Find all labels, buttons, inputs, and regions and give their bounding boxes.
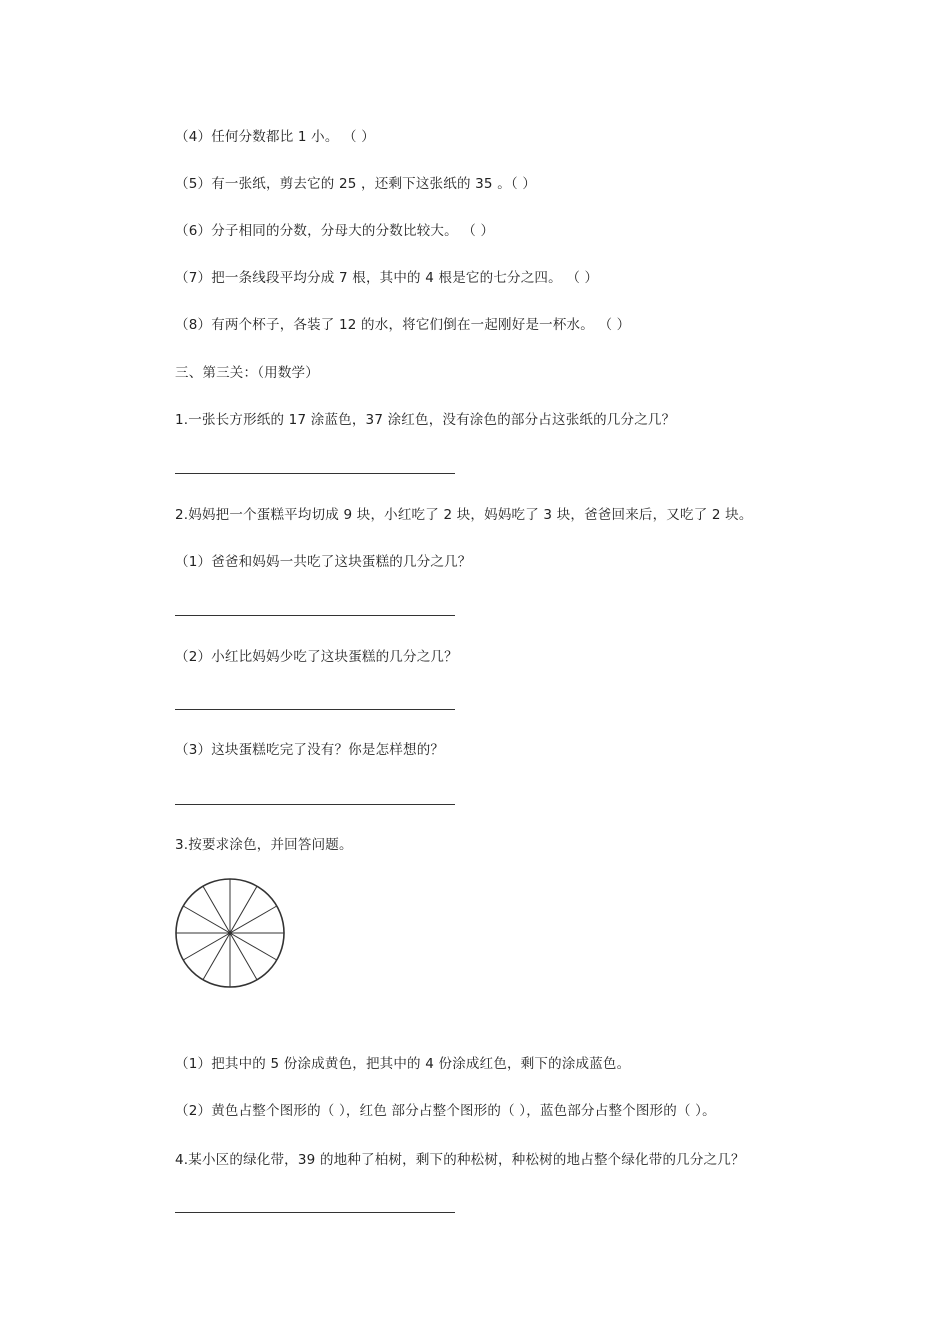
answer-line-q2-1 (175, 615, 455, 616)
question-2-sub-3: （3）这块蛋糕吃完了没有？你是怎样想的？ (175, 742, 445, 758)
judgment-item-7: （7）把一条线段平均分成 7 根，其中的 4 根是它的七分之四。 （ ） (175, 270, 599, 286)
answer-line-q4 (175, 1212, 455, 1213)
question-1: 1.一张长方形纸的 17 涂蓝色，37 涂红色，没有涂色的部分占这张纸的几分之几？ (175, 412, 676, 428)
judgment-item-4: （4）任何分数都比 1 小。 （ ） (175, 129, 375, 145)
question-3-stem: 3.按要求涂色，并回答问题。 (175, 837, 353, 853)
divided-circle-figure (174, 877, 286, 989)
question-4: 4.某小区的绿化带，39 的地种了柏树，剩下的种松树，种松树的地占整个绿化带的几分之几？ (175, 1152, 745, 1168)
question-2-sub-2: （2）小红比妈妈少吃了这块蛋糕的几分之几？ (175, 649, 458, 665)
answer-line-q1 (175, 473, 455, 474)
question-2-stem: 2.妈妈把一个蛋糕平均切成 9 块，小红吃了 2 块，妈妈吃了 3 块，爸爸回来后，又吃了 2 块。 (175, 507, 753, 523)
judgment-item-8: （8）有两个杯子，各装了 12 的水，将它们倒在一起刚好是一杯水。 （ ） (175, 317, 631, 333)
question-3-sub-1: （1）把其中的 5 份涂成黄色，把其中的 4 份涂成红色，剩下的涂成蓝色。 (175, 1056, 631, 1072)
question-3-sub-2: （2）黄色占整个图形的（ ），红色 部分占整个图形的（ ），蓝色部分占整个图形的（ ）。 (175, 1103, 716, 1119)
section-heading: 三、第三关：（用数学） (175, 365, 319, 381)
judgment-item-6: （6）分子相同的分数，分母大的分数比较大。 （ ） (175, 223, 495, 239)
answer-line-q2-2 (175, 709, 455, 710)
question-2-sub-1: （1）爸爸和妈妈一共吃了这块蛋糕的几分之几？ (175, 554, 472, 570)
answer-line-q2-3 (175, 804, 455, 805)
judgment-item-5: （5）有一张纸，剪去它的 25 ，还剩下这张纸的 35 。（ ） (175, 176, 537, 192)
